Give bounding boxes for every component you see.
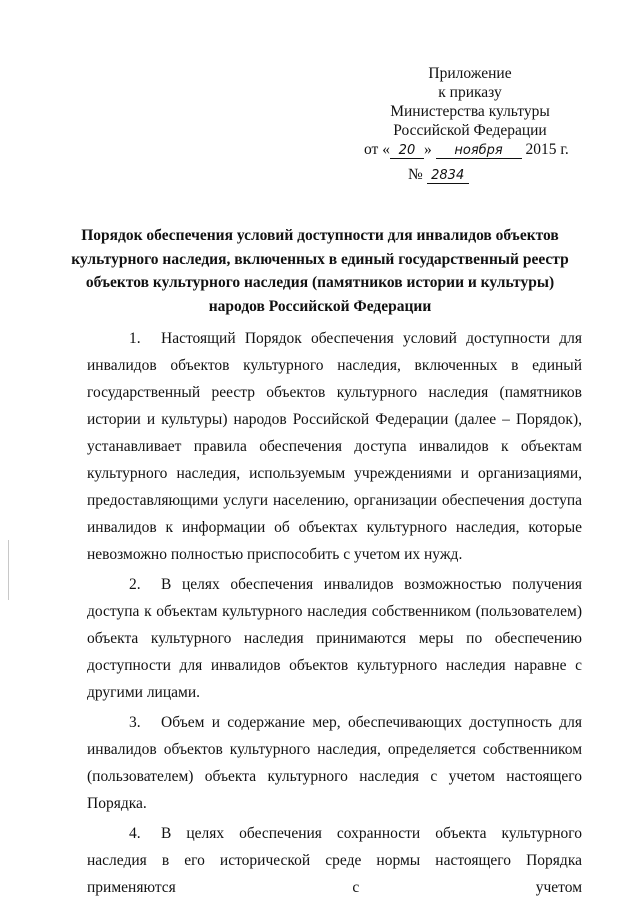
order-number-handwritten: 2834: [427, 168, 469, 184]
paragraph-number: 2.: [129, 576, 141, 593]
stamp-line-ministry: Министерства культуры: [390, 103, 550, 120]
date-mid: »: [423, 141, 432, 158]
paragraph-4: [87, 820, 582, 901]
scan-margin-mark: [8, 540, 9, 600]
paragraph-number: 1.: [129, 330, 141, 347]
date-day-handwritten: 20: [390, 143, 424, 159]
paragraph-1: [87, 325, 582, 568]
paragraph-3: [87, 709, 582, 817]
stamp-line-order: к приказу: [438, 84, 502, 101]
paragraph-2: [87, 571, 582, 706]
paragraph-text: Настоящий Порядок обеспечения условий доступности для инвалидов объектов культурного наследия, включенных в единый государственный реестр объектов культурного наследия (памятников истории и культуры) народов Российской Федерации (далее – Порядок), устанавливает правила обеспечения доступа инвалидов к объектам культурного наследия, используемым учреждениями и организациями, предоставляющими услуги населению, организации обеспечения доступа инвалидов к информации об объектах культурного наследия, которые невозможно полностью приспособить с учетом их нужд.: [87, 330, 582, 563]
stamp-number: [408, 165, 469, 184]
document-title: Порядок обеспечения условий доступности для инвалидов объектов культурного наследия, включенных в единый государственный реестр объектов культурного наследия (памятников истории и культуры) народов Российской Федерации: [71, 227, 569, 315]
document-body: [87, 325, 582, 904]
date-prefix: от «: [364, 141, 390, 158]
paragraph-number: 4.: [129, 825, 141, 842]
stamp-line-federation: Российской Федерации: [393, 122, 547, 139]
stamp-line-appendix: Приложение: [428, 65, 512, 82]
paragraph-text: В целях обеспечения сохранности объекта культурного наследия в его исторической среде нормы настоящего Порядка применяются с учетом: [87, 825, 582, 896]
paragraph-text: В целях обеспечения инвалидов возможностью получения доступа к объектам культурного наследия собственником (пользователем) объекта культурного наследия принимаются меры по обеспечению доступности для инвалидов объектов культурного наследия наравне с другими лицами.: [87, 576, 582, 701]
paragraph-number: 3.: [129, 714, 141, 731]
number-prefix: №: [408, 166, 423, 183]
stamp-date: [364, 140, 580, 159]
appendix-stamp: [360, 64, 580, 183]
date-year: 2015 г.: [525, 141, 569, 158]
date-month-handwritten: ноября: [436, 143, 522, 159]
paragraph-text: Объем и содержание мер, обеспечивающих доступность для инвалидов объектов культурного наследия, определяется собственником (пользователем) объекта культурного наследия с учетом настоящего Порядка.: [87, 714, 582, 812]
